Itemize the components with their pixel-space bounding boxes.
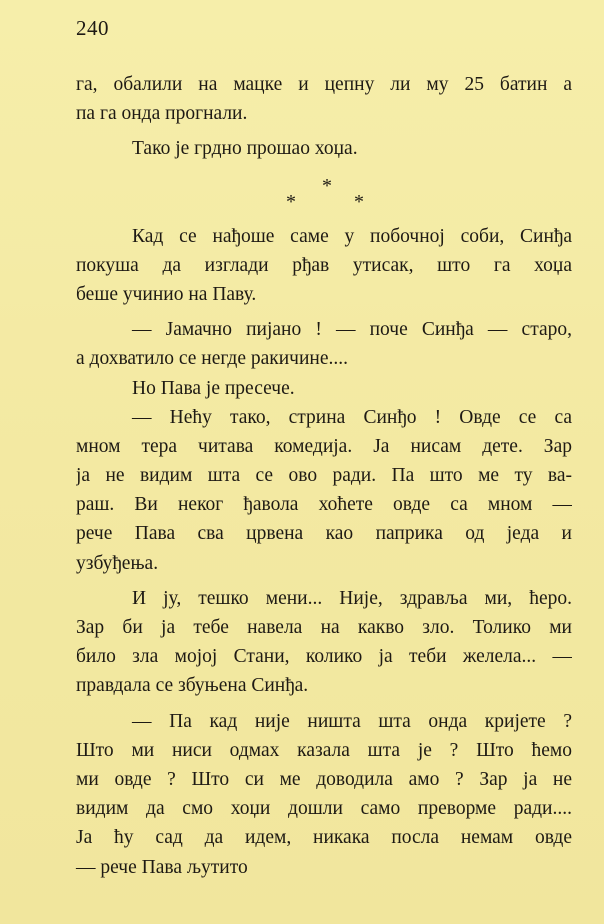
text-line: — рече Пава љутито — [76, 856, 248, 878]
text-line: покуша да изглади рђав утисак, што га хоџа — [76, 254, 572, 276]
text-line: а дохватило се негде ракичине.... — [76, 348, 349, 370]
text-line: беше учинио на Паву. — [76, 283, 257, 305]
separator-star: * — [322, 174, 332, 197]
text-line: га, обалили на мацке и цепну ли му 25 батин а — [76, 74, 572, 95]
paragraph — [76, 707, 572, 882]
section-separator — [76, 164, 572, 222]
separator-star: * — [354, 190, 364, 213]
text-line: ја не видим шта се ово ради. Па што ме ту ва- — [76, 465, 572, 487]
separator-star: * — [286, 190, 296, 213]
text-line: Тако је грдно прошао хоџа. — [132, 138, 358, 160]
text-line: Што ми ниси одмах казала шта је ? Што ћемо — [76, 739, 572, 761]
paragraph — [76, 222, 572, 310]
paragraph — [76, 403, 572, 578]
text-line: узбуђења. — [76, 552, 159, 574]
text-line: ми овде ? Што си ме доводила амо ? Зар ја не — [76, 768, 572, 790]
paragraph — [76, 584, 572, 701]
text-line: — Нећу тако, стрина Синђо ! Овде се са — [132, 406, 572, 428]
text-line: па га онда прогнали. — [76, 103, 248, 125]
text-line: раш. Ви неког ђавола хоћете овде са мном — — [76, 494, 572, 516]
text-line: видим да смо хоџи дошли само преворме ради.... — [76, 798, 572, 820]
paragraph — [76, 70, 572, 128]
text-line: мном тера читава комедија. Ја нисам дете. Зар — [76, 435, 572, 457]
text-line: Но Пава је пресече. — [132, 377, 295, 399]
text-line: Кад се нађоше саме у побочној соби, Синђа — [132, 225, 572, 247]
page-body — [76, 70, 572, 882]
text-line: — Јамачно пијано ! — поче Синђа — старо, — [132, 319, 572, 341]
page-number: 240 — [76, 16, 109, 40]
text-line: — Па кад није ништа шта онда кријете ? — [132, 710, 572, 732]
text-line: Ја ћу сад да идем, никака посла немам овде — [76, 827, 572, 849]
text-line: било зла мојој Стани, колико ја теби желела... — — [76, 646, 572, 668]
paragraph — [76, 134, 572, 163]
paragraph — [76, 374, 572, 403]
paragraph — [76, 315, 572, 373]
text-line: Зар би ја тебе навела на какво зло. Толико ми — [76, 617, 572, 638]
text-line: правдала се збуњена Синђа. — [76, 675, 309, 697]
text-line: рече Пава сва црвена као паприка од једа и — [76, 523, 572, 545]
text-line: И ју, тешко мени... Није, здравља ми, ћеро. — [132, 587, 572, 609]
